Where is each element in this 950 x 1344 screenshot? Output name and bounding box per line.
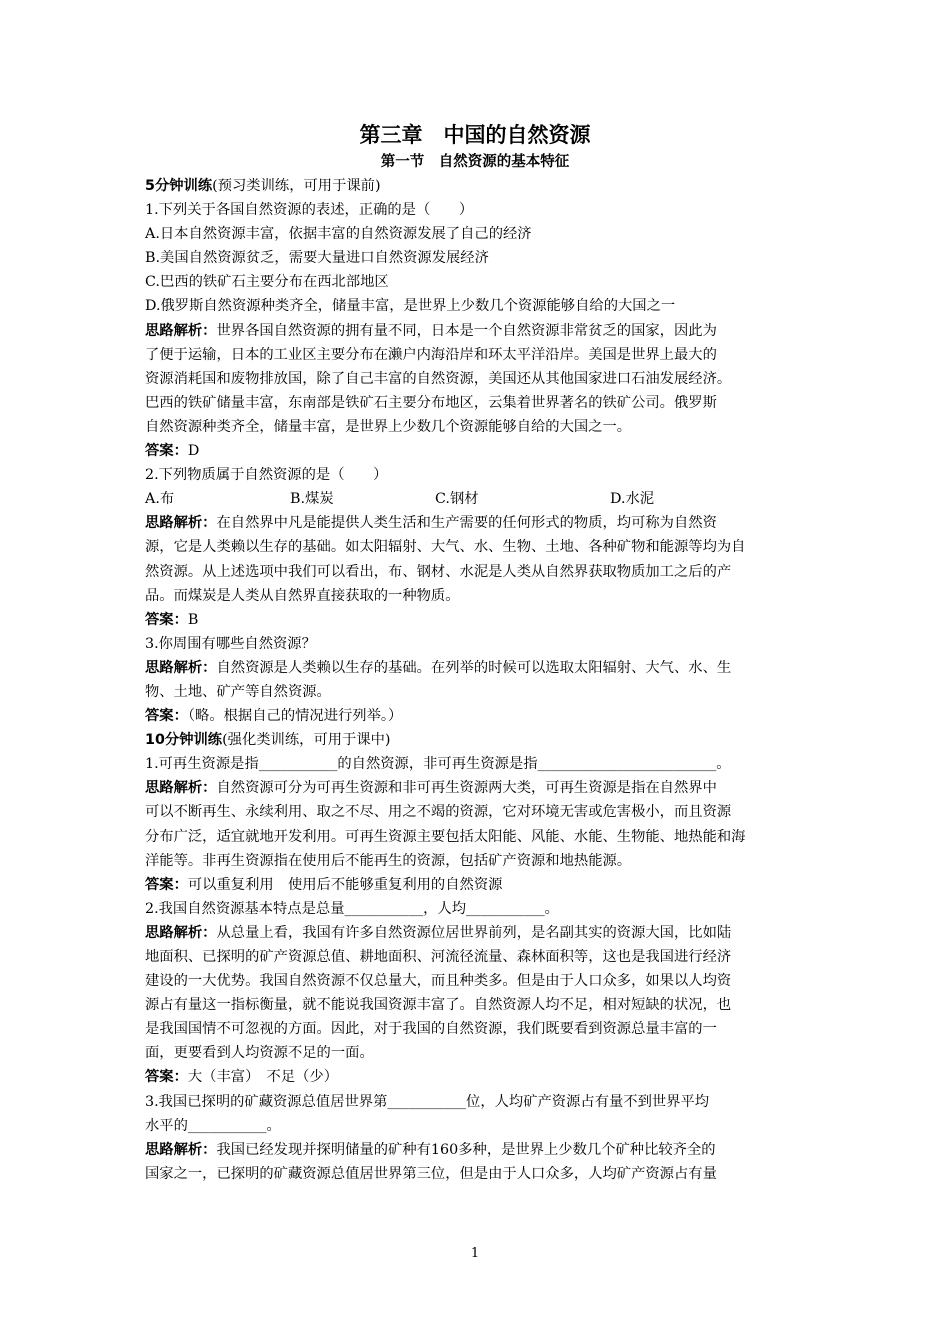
line-text: 3.你周围有哪些自然资源？ xyxy=(145,635,316,652)
line-text: 国家之一，已探明的矿藏资源总值居世界第三位，但是由于人口众多，人均矿产资源占有量 xyxy=(145,1165,717,1182)
line-text: B.美国自然资源贫乏，需要大量进口自然资源发展经济 xyxy=(145,250,489,267)
line-label: 答案： xyxy=(145,611,188,628)
text-line xyxy=(145,608,815,632)
line-label: 思路解析： xyxy=(145,924,217,941)
text-line xyxy=(145,343,815,367)
line-text: 从总量上看，我国有许多自然资源位居世界前列，是名副其实的资源大国，比如陆 xyxy=(216,924,732,941)
line-text: C.巴西的铁矿石主要分布在西北部地区 xyxy=(145,274,389,291)
line-text: 水平的___________。 xyxy=(145,1117,281,1134)
page-number: 1 xyxy=(470,1246,480,1261)
chapter-title: 第三章 中国的自然资源 xyxy=(359,123,591,147)
option-item: C.钢材 xyxy=(435,491,479,508)
line-text: 1.可再生资源是指___________的自然资源，非可再生资源是指_________________________。 xyxy=(145,756,731,773)
section-title: 第一节 自然资源的基本特征 xyxy=(380,154,570,170)
text-line xyxy=(145,560,815,584)
line-text: 可以重复利用 使用后不能够重复利用的自然资源 xyxy=(187,876,503,893)
text-line xyxy=(145,222,815,246)
line-text: 在自然界中凡是能提供人类生活和生产需要的任何形式的物质，均可称为自然资 xyxy=(216,515,717,532)
text-line xyxy=(145,921,815,945)
line-label: 思路解析： xyxy=(145,659,217,676)
text-line xyxy=(145,391,815,415)
line-text: 可以不断再生、永续利用、取之不尽、用之不竭的资源，它对环境无害或危害极小，而且资源 xyxy=(145,804,732,821)
line-text: 3.我国已探明的矿藏资源总值居世界第___________位，人均矿产资源占有量不到世界平均 xyxy=(145,1093,710,1110)
option-item: D.水泥 xyxy=(610,491,655,508)
line-text: 自然资源是人类赖以生存的基础。在列举的时候可以选取太阳辐射、大气、水、生 xyxy=(216,659,732,676)
line-text: 建设的一大优势。我国自然资源不仅总量大，而且种类多。但是由于人口众多，如果以人均资 xyxy=(145,973,732,990)
line-text: 面，更要看到人均资源不足的一面。 xyxy=(145,1045,374,1062)
text-line xyxy=(145,1114,815,1138)
line-label: 思路解析： xyxy=(145,1141,217,1158)
text-line xyxy=(145,584,815,608)
line-text: 然资源。从上述选项中我们可以看出，布、钢材、水泥是人类从自然界获取物质加工之后的产 xyxy=(145,563,732,580)
text-line xyxy=(145,873,815,897)
text-line xyxy=(145,680,815,704)
text-line xyxy=(145,849,815,873)
line-text: 是我国国情不可忽视的方面。因此，对于我国的自然资源，我们既要看到资源总量丰富的一 xyxy=(145,1021,717,1038)
text-line xyxy=(145,463,815,487)
line-text: 物、土地、矿产等自然资源。 xyxy=(145,683,331,700)
text-line xyxy=(145,993,815,1017)
text-line xyxy=(145,198,815,222)
line-label: 答案： xyxy=(145,1069,188,1086)
text-line xyxy=(145,776,815,800)
text-line xyxy=(145,1065,815,1089)
text-line xyxy=(145,511,815,535)
text-line xyxy=(145,656,815,680)
answer-options xyxy=(145,487,815,511)
line-text: 我国已经发现并探明储量的矿种有160多种，是世界上少数几个矿种比较齐全的 xyxy=(216,1141,716,1158)
line-text: 自然资源可分为可再生资源和非可再生资源两大类，可再生资源是指在自然界中 xyxy=(216,780,717,797)
text-line xyxy=(145,367,815,391)
text-line xyxy=(145,294,815,318)
option-item: A.布 xyxy=(145,491,175,508)
text-line xyxy=(145,752,815,776)
line-text: 品。而煤炭是人类从自然界直接获取的一种物质。 xyxy=(145,587,460,604)
line-text: 分布广泛，适宜就地开发利用。可再生资源主要包括太阳能、风能、水能、生物能、地热能和海 xyxy=(145,828,746,845)
line-text: 2.下列物质属于自然资源的是（ ） xyxy=(145,467,388,484)
text-line xyxy=(145,945,815,969)
line-text: (预习类训练，可用于课前) xyxy=(212,178,381,194)
text-line xyxy=(145,319,815,343)
line-text: 源，它是人类赖以生存的基础。如太阳辐射、大气、水、生物、土地、各种矿物和能源等均为自 xyxy=(145,539,746,556)
line-text: 资源消耗国和废物排放国，除了自己丰富的自然资源，美国还从其他国家进口石油发展经济。 xyxy=(145,370,732,387)
text-line xyxy=(145,969,815,993)
text-line xyxy=(145,439,815,463)
text-line xyxy=(145,897,815,921)
option-item: B.煤炭 xyxy=(290,491,334,508)
line-text: 自然资源种类齐全，储量丰富，是世界上少数几个资源能够自给的大国之一。 xyxy=(145,418,632,435)
title-block xyxy=(0,120,950,174)
line-label: 思路解析： xyxy=(145,322,217,339)
line-text: 世界各国自然资源的拥有量不同，日本是一个自然资源非常贫乏的国家，因此为 xyxy=(216,322,717,339)
text-line xyxy=(145,704,815,728)
text-line xyxy=(145,535,815,559)
line-text: （略。根据自己的情况进行列举。） xyxy=(187,708,403,725)
line-label: 答案： xyxy=(145,708,188,725)
text-line xyxy=(145,1017,815,1041)
text-line xyxy=(145,728,815,752)
line-text: 大（丰富） 不足（少） xyxy=(187,1069,339,1086)
line-text: D xyxy=(187,443,200,460)
text-line xyxy=(145,1090,815,1114)
line-label: 思路解析： xyxy=(145,780,217,797)
line-label: 10分钟训练 xyxy=(145,732,223,749)
line-text: (强化类训练，可用于课中) xyxy=(222,732,391,749)
line-text: 1.下列关于各国自然资源的表述，正确的是（ ） xyxy=(145,202,474,219)
line-text: D.俄罗斯自然资源种类齐全，储量丰富，是世界上少数几个资源能够自给的大国之一 xyxy=(145,298,676,315)
line-label: 5分钟训练 xyxy=(145,178,213,194)
text-line xyxy=(145,1041,815,1065)
document-body xyxy=(145,174,815,1186)
text-line xyxy=(145,800,815,824)
line-text: B xyxy=(187,611,199,628)
line-text: 了便于运输，日本的工业区主要分布在濑户内海沿岸和环太平洋沿岸。美国是世界上最大的 xyxy=(145,346,717,363)
line-label: 思路解析： xyxy=(145,515,217,532)
text-line xyxy=(145,174,815,198)
text-line xyxy=(145,246,815,270)
line-text: 巴西的铁矿储量丰富，东南部是铁矿石主要分布地区，云集着世界著名的铁矿公司。俄罗斯 xyxy=(145,394,717,411)
line-label: 答案： xyxy=(145,876,188,893)
line-text: 2.我国自然资源基本特点是总量___________，人均___________。 xyxy=(145,900,559,917)
line-text: 洋能等。非再生资源指在使用后不能再生的资源，包括矿产资源和地热能源。 xyxy=(145,852,632,869)
text-line xyxy=(145,825,815,849)
text-line xyxy=(145,1138,815,1162)
text-line xyxy=(145,415,815,439)
line-text: 地面积、已探明的矿产资源总值、耕地面积、河流径流量、森林面积等，这也是我国进行经济 xyxy=(145,949,732,965)
line-label: 答案： xyxy=(145,443,188,460)
line-text: A.日本自然资源丰富，依据丰富的自然资源发展了自己的经济 xyxy=(145,226,532,243)
line-text: 源占有量这一指标衡量，就不能说我国资源丰富了。自然资源人均不足，相对短缺的状况，也 xyxy=(145,997,732,1014)
text-line xyxy=(145,270,815,294)
text-line xyxy=(145,632,815,656)
text-line xyxy=(145,1162,815,1186)
